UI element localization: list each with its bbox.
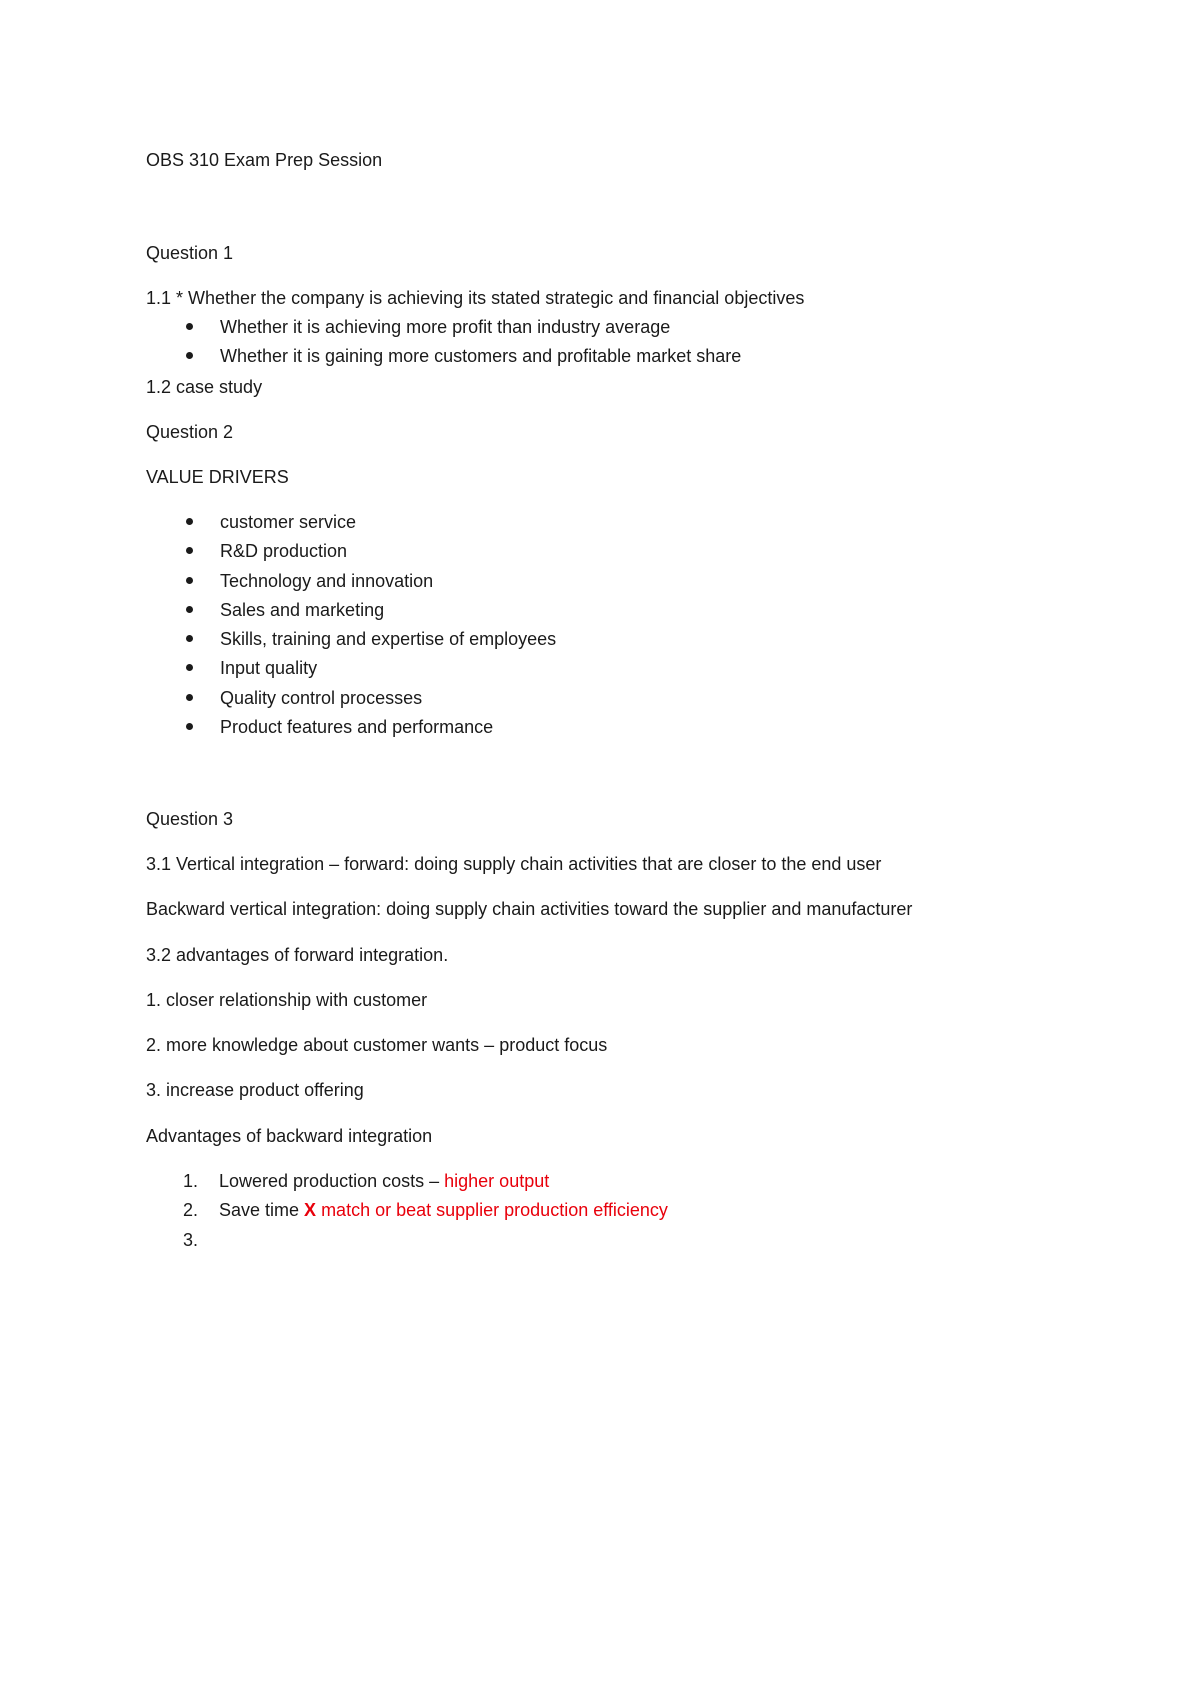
answer-3-2: 3.2 advantages of forward integration. bbox=[146, 945, 449, 965]
list-item: Sales and marketing bbox=[186, 599, 384, 621]
bullet-icon bbox=[186, 577, 193, 584]
forward-advantage-1: 1. closer relationship with customer bbox=[146, 990, 428, 1010]
list-item: customer service bbox=[186, 511, 356, 533]
bullet-icon bbox=[186, 606, 193, 613]
bullet-icon bbox=[186, 323, 193, 330]
list-item: Technology and innovation bbox=[186, 570, 433, 592]
value-drivers-heading: VALUE DRIVERS bbox=[146, 467, 289, 487]
bullet-icon bbox=[186, 547, 193, 554]
answer-1-1: 1.1 * Whether the company is achieving its stated strategic and financial objectives bbox=[146, 288, 805, 308]
answer-3-1: 3.1 Vertical integration – forward: doing supply chain activities that are closer to the end user bbox=[146, 854, 882, 874]
list-item: Whether it is achieving more profit than industry average bbox=[186, 316, 670, 338]
backward-advantages-heading: Advantages of backward integration bbox=[146, 1126, 433, 1146]
backward-integration-definition: Backward vertical integration: doing supply chain activities toward the supplier and manufacturer bbox=[146, 899, 913, 919]
bullet-icon bbox=[186, 723, 193, 730]
forward-advantage-3: 3. increase product offering bbox=[146, 1080, 364, 1100]
list-item: Whether it is gaining more customers and profitable market share bbox=[186, 345, 741, 367]
list-item: 3. bbox=[183, 1230, 199, 1250]
question-1-heading: Question 1 bbox=[146, 243, 234, 263]
answer-1-2: 1.2 case study bbox=[146, 377, 263, 397]
list-item: Quality control processes bbox=[186, 687, 422, 709]
list-item: 2. Save time X match or beat supplier production efficiency bbox=[183, 1200, 668, 1220]
question-3-heading: Question 3 bbox=[146, 809, 234, 829]
bullet-icon bbox=[186, 352, 193, 359]
forward-advantage-2: 2. more knowledge about customer wants – product focus bbox=[146, 1035, 608, 1055]
bullet-icon bbox=[186, 664, 193, 671]
bullet-icon bbox=[186, 694, 193, 701]
document-title: OBS 310 Exam Prep Session bbox=[146, 150, 383, 170]
list-item: Product features and performance bbox=[186, 716, 493, 738]
list-item: 1. Lowered production costs – higher output bbox=[183, 1171, 550, 1191]
question-2-heading: Question 2 bbox=[146, 422, 234, 442]
list-item: Skills, training and expertise of employees bbox=[186, 628, 556, 650]
bullet-icon bbox=[186, 635, 193, 642]
bullet-icon bbox=[186, 518, 193, 525]
list-item: Input quality bbox=[186, 657, 317, 679]
list-item: R&D production bbox=[186, 540, 347, 562]
